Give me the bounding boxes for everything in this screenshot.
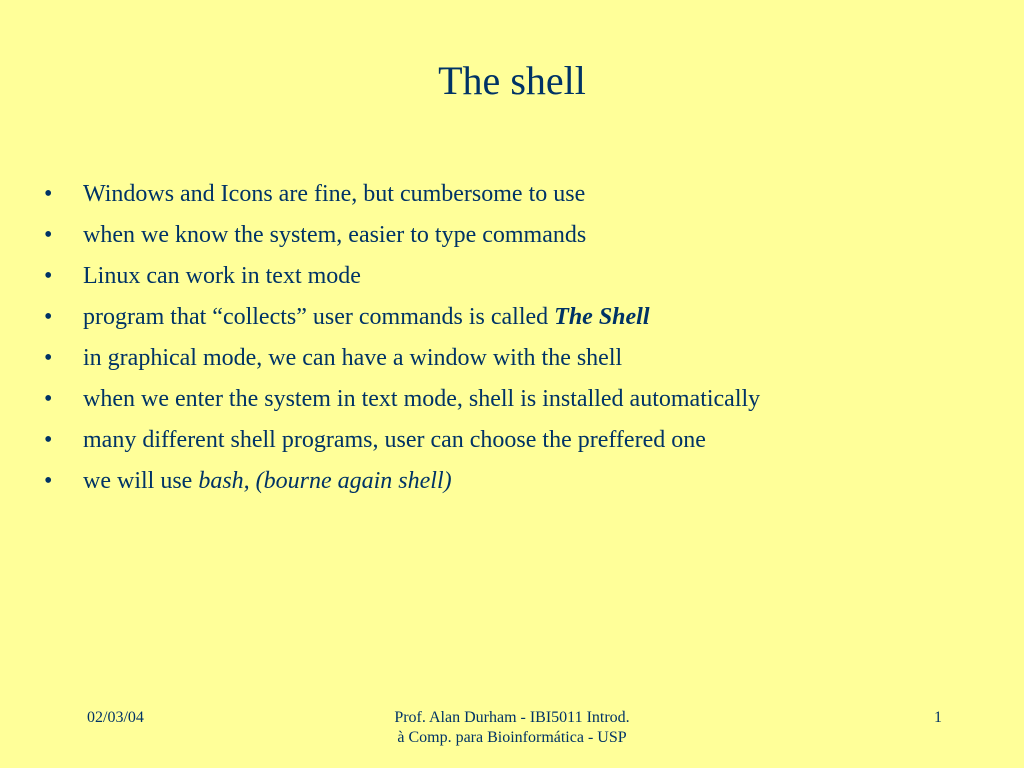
- footer-date: 02/03/04: [87, 709, 144, 726]
- bullet-text: we will use: [83, 468, 199, 494]
- bullet-marker: •: [44, 263, 53, 289]
- bullet-item: [44, 420, 974, 461]
- bullet-marker: •: [44, 468, 53, 494]
- bullet-marker: •: [44, 386, 53, 412]
- footer-course-line-1: Prof. Alan Durham - IBI5011 Introd.: [394, 709, 630, 726]
- bullet-text: Linux can work in text mode: [83, 263, 361, 289]
- bullet-text: many different shell programs, user can choose the preffered one: [83, 427, 706, 453]
- bullet-item: [44, 379, 974, 420]
- bullet-list: [44, 174, 974, 502]
- bullet-item: [44, 174, 974, 215]
- bullet-emphasis: bash, (bourne again shell): [198, 468, 452, 494]
- bullet-item: [44, 338, 974, 379]
- bullet-marker: •: [44, 427, 53, 453]
- bullet-item: [44, 256, 974, 297]
- slide-title: The shell: [438, 58, 586, 103]
- footer-page-number: 1: [934, 709, 942, 726]
- bullet-item: [44, 215, 974, 256]
- bullet-text: when we enter the system in text mode, shell is installed automatically: [83, 386, 761, 412]
- bullet-text: Windows and Icons are fine, but cumbersome to use: [83, 181, 586, 207]
- bullet-item: [44, 297, 974, 338]
- bullet-text: program that “collects” user commands is called: [83, 304, 555, 330]
- footer-course-info: [312, 708, 712, 748]
- bullet-marker: •: [44, 181, 53, 207]
- bullet-marker: •: [44, 222, 53, 248]
- footer-course-line-2: à Comp. para Bioinformática - USP: [397, 729, 627, 746]
- bullet-marker: •: [44, 345, 53, 371]
- bullet-marker: •: [44, 304, 53, 330]
- bullet-text: when we know the system, easier to type commands: [83, 222, 587, 248]
- bullet-item: [44, 461, 974, 502]
- bullet-emphasis: The Shell: [554, 304, 650, 330]
- bullet-text: in graphical mode, we can have a window with the shell: [83, 345, 623, 371]
